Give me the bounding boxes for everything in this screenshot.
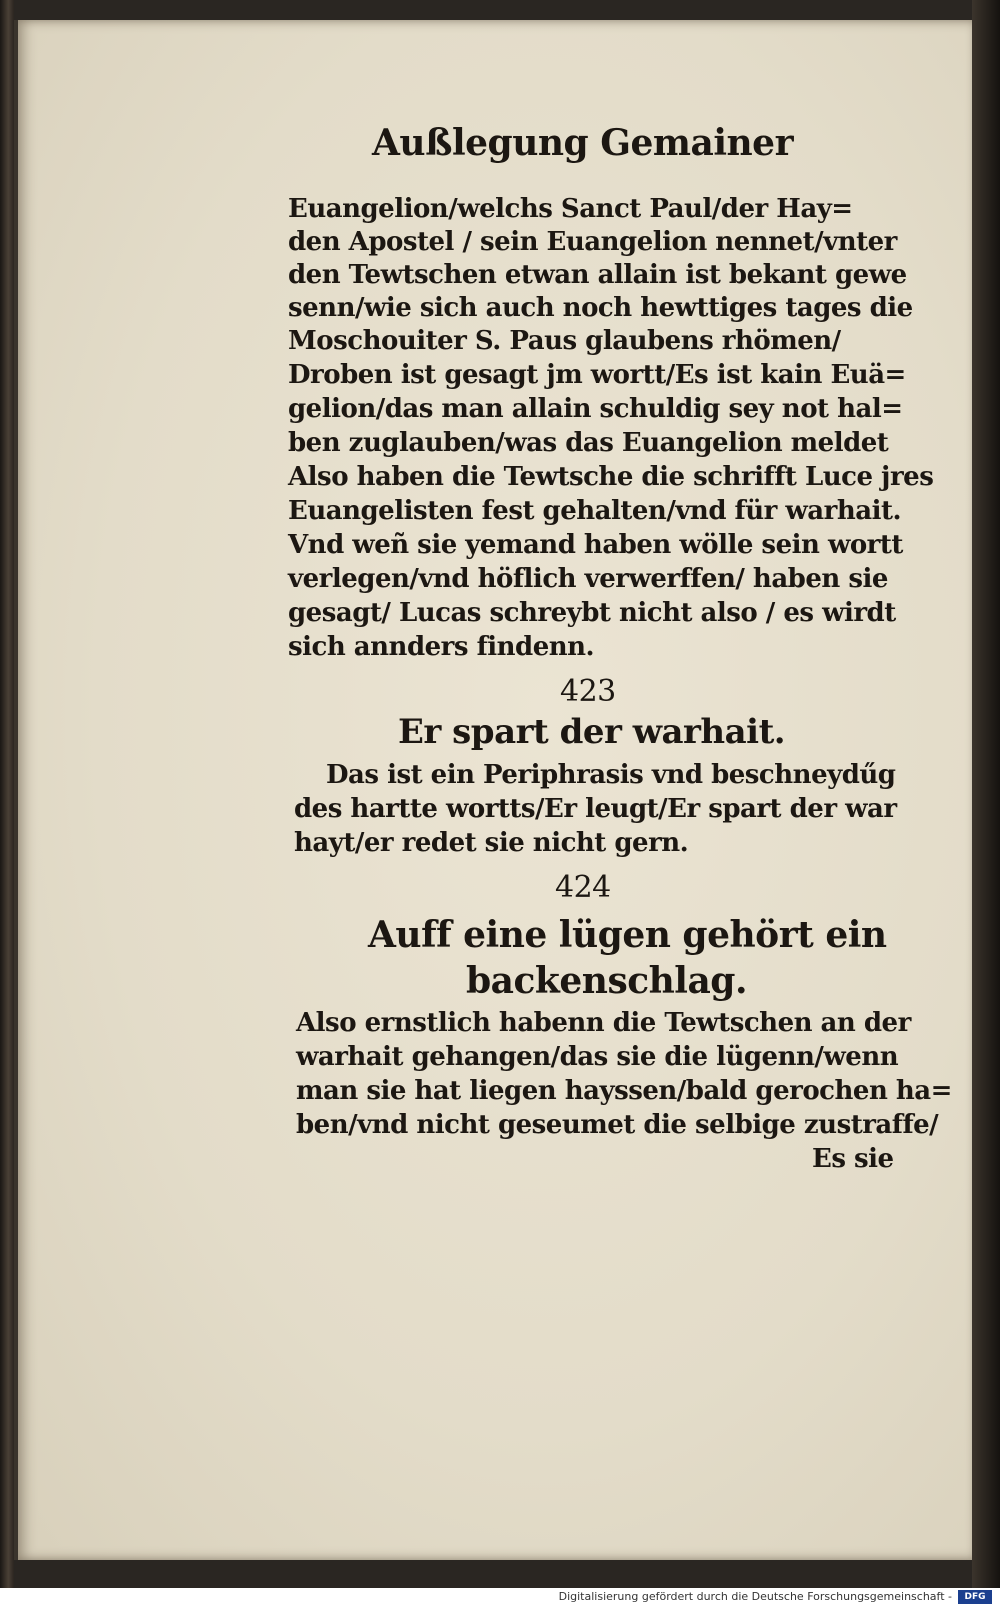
- section-number: 423: [560, 674, 616, 709]
- para1-line: Vnd weñ sie yemand haben wölle sein wortt: [288, 530, 903, 560]
- para3-line: ben/vnd nicht geseumet die selbige zustraffe/: [296, 1110, 939, 1140]
- para1-line: den Tewtschen etwan allain ist bekant gewe: [288, 260, 907, 290]
- para2-line: hayt/er redet sie nicht gern.: [294, 828, 689, 858]
- para1-line: Euangelion/welchs Sanct Paul/der Hay=: [288, 194, 853, 224]
- para3-line: warhait gehangen/das sie die lügenn/wenn: [296, 1042, 899, 1072]
- para1-line: Also haben die Tewtsche die schrifft Luce jres: [288, 462, 934, 492]
- para1-line: gesagt/ Lucas schreybt nicht also / es wirdt: [288, 598, 896, 628]
- para3-line: man sie hat liegen hayssen/bald gerochen ha=: [296, 1076, 952, 1106]
- para3-line: Also ernstlich habenn die Tewtschen an der: [296, 1008, 911, 1038]
- para2-line: Das ist ein Periphrasis vnd beschneydűg: [326, 760, 896, 790]
- section-heading: backenschlag.: [466, 960, 748, 1002]
- para1-line: ben zuglauben/was das Euangelion meldet: [288, 428, 889, 458]
- page-edge: [972, 0, 1000, 1588]
- para1-line: gelion/das man allain schuldig sey not hal=: [288, 394, 903, 424]
- section-heading: Auff eine lügen gehört ein: [368, 914, 887, 956]
- para2-line: des hartte wortts/Er leugt/Er spart der war: [294, 794, 897, 824]
- para1-line: den Apostel / sein Euangelion nennet/vnter: [288, 227, 897, 257]
- running-head: Außlegung Gemainer: [372, 122, 794, 164]
- para1-line: Droben ist gesagt jm wortt/Es ist kain Euä=: [288, 360, 906, 390]
- para1-line: sich annders findenn.: [288, 632, 595, 662]
- section-number: 424: [555, 870, 611, 905]
- book-gutter: [0, 0, 14, 1588]
- funding-credit: Digitalisierung gefördert durch die Deutsche Forschungsgemeinschaft -: [558, 1590, 952, 1603]
- dfg-logo: DFG: [958, 1590, 992, 1604]
- para1-line: verlegen/vnd höflich verwerffen/ haben sie: [288, 564, 888, 594]
- catchword: Es sie: [812, 1144, 894, 1174]
- para1-line: senn/wie sich auch noch hewttiges tages die: [288, 293, 913, 323]
- para1-line: Euangelisten fest gehalten/vnd für warhait.: [288, 496, 902, 526]
- section-heading: Er spart der warhait.: [398, 712, 786, 752]
- para1-line: Moschouiter S. Paus glaubens rhömen/: [288, 326, 841, 356]
